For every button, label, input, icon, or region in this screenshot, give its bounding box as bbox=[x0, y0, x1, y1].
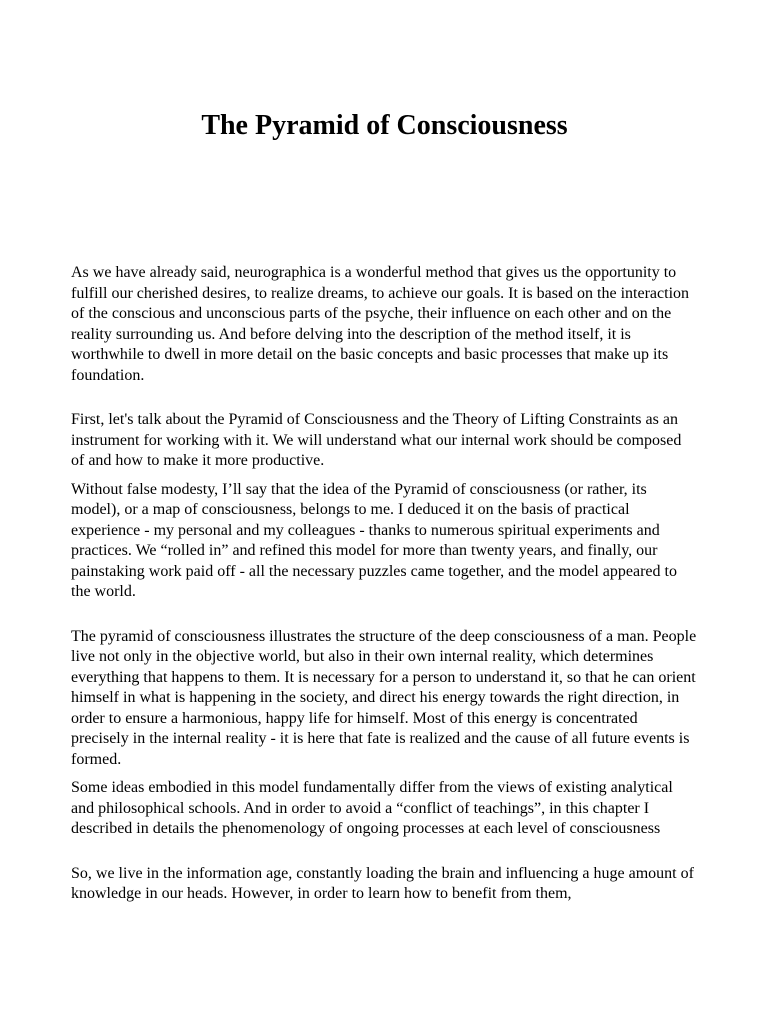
document-title: The Pyramid of Consciousness bbox=[201, 110, 568, 141]
paragraph-1: As we have already said, neurographica is a wonderful method that gives us the opportunity to fulfill our cherished desires, to realize dreams, to achieve our goals. It is based on the interaction of the conscious and unconscious parts of the psyche, their influence on each other and on the reality surrounding us. And before delving into the description of the method itself, it is worthwhile to dwell in more detail on the basic concepts and basic processes that make up its foundation. bbox=[71, 264, 690, 384]
paragraph-2: First, let's talk about the Pyramid of Consciousness and the Theory of Lifting Constraints as an instrument for working with it. We will understand what our internal work should be composed of and how to make it more productive. bbox=[71, 411, 682, 469]
paragraph-3: Without false modesty, I’ll say that the idea of the Pyramid of consciousness (or rather, its model), or a map of consciousness, belongs to me. I deduced it on the basis of practical experience - my personal and my colleagues - thanks to numerous spiritual experiments and practices. We “rolled in” and refined this model for more than twenty years, and finally, our painstaking work paid off - all the necessary puzzles came together, and the model appeared to the world. bbox=[71, 480, 677, 600]
document-body bbox=[71, 263, 698, 905]
paragraph-5: Some ideas embodied in this model fundamentally differ from the views of existing analytical and philosophical schools. And in order to avoid a “conflict of teachings”, in this chapter I described in details the phenomenology of ongoing processes at each level of consciousness bbox=[71, 779, 673, 837]
paragraph-6: So, we live in the information age, constantly loading the brain and influencing a huge amount of knowledge in our heads. However, in order to learn how to benefit from them, bbox=[71, 864, 694, 902]
paragraph-4: The pyramid of consciousness illustrates the structure of the deep consciousness of a man. People live not only in the objective world, but also in their own internal reality, which determines everything that happens to them. It is necessary for a person to understand it, so that he can orient himself in what is happening in the society, and direct his energy towards the right direction, in order to ensure a harmonious, happy life for himself. Most of this energy is concentrated precisely in the internal reality - it is here that fate is realized and the cause of all future events is formed. bbox=[71, 627, 697, 768]
